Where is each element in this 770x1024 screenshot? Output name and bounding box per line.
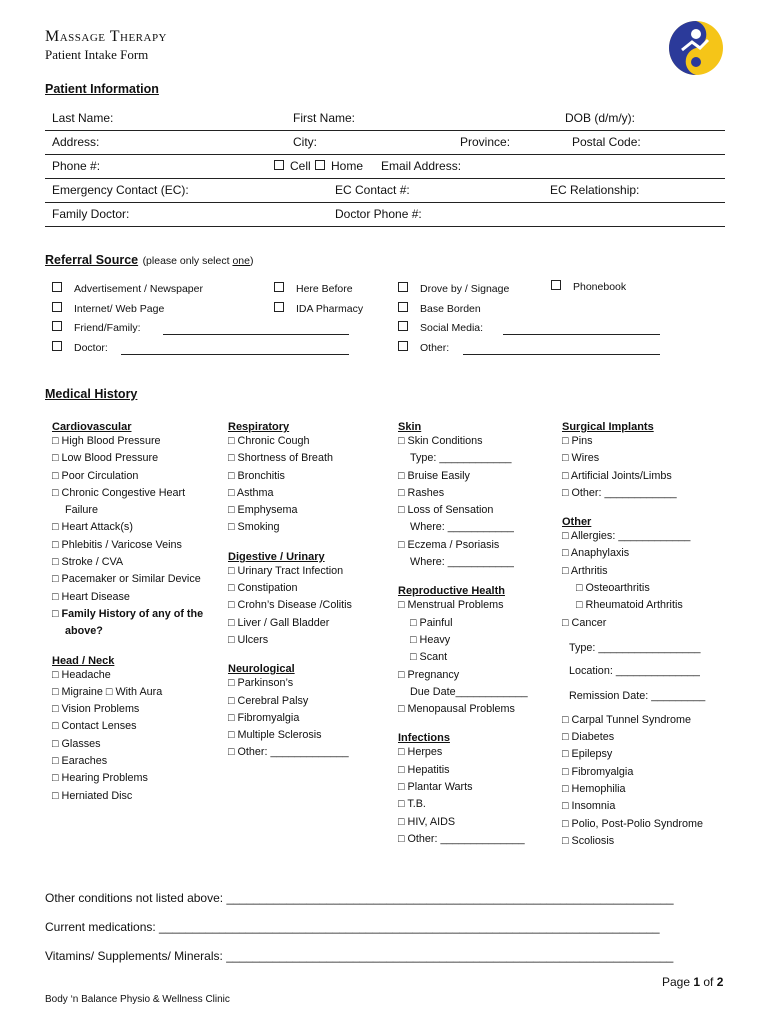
neuro-heading: Neurological — [228, 663, 295, 676]
ref-drove-by[interactable] — [398, 282, 509, 295]
page-current: 1 — [693, 975, 701, 989]
resp-heading: Respiratory — [228, 421, 290, 433]
resp-item[interactable]: □ Shortness of Breath — [228, 452, 333, 465]
referral-heading-line — [45, 251, 253, 269]
vitamins-field[interactable]: Vitamins/ Supplements/ Minerals: ___________________________________________________________________ — [45, 949, 674, 963]
cancer-location-field[interactable]: Location: ______________ — [569, 665, 700, 678]
page-pre: Page — [662, 975, 694, 989]
neuro-item[interactable]: □ Parkinson’s — [228, 677, 294, 690]
row-doctor — [45, 202, 725, 227]
form-subtitle: Patient Intake Form — [45, 47, 149, 62]
infection-item[interactable]: □ Plantar Warts — [398, 781, 473, 794]
cardio-item[interactable]: □ Pacemaker or Similar Device — [52, 573, 201, 586]
family-doctor-label: Family Doctor: — [52, 207, 130, 221]
repro-heading: Reproductive Health — [398, 585, 505, 598]
ref-doctor-label: Doctor: — [74, 342, 108, 354]
other-heading: Other — [562, 516, 592, 529]
ref-social[interactable] — [398, 321, 483, 334]
other-item[interactable]: □ Epilepsy — [562, 748, 613, 761]
skin-item[interactable]: □ Bruise Easily — [398, 469, 470, 482]
email-label: Email Address: — [381, 159, 462, 173]
ref-friend-field[interactable] — [163, 322, 349, 335]
ref-internet-label: Internet/ Web Page — [74, 303, 165, 315]
dob-label: DOB (d/m/y): — [565, 111, 636, 125]
col-cardio — [52, 421, 222, 805]
other-item[interactable]: □ Rheumatoid Arthritis — [576, 599, 683, 612]
cell-checkbox[interactable] — [274, 160, 284, 170]
other-item[interactable]: □ Anaphylaxis — [562, 547, 630, 560]
surgical-item[interactable]: □ Other: ____________ — [562, 486, 677, 499]
infections-heading: Infections — [398, 732, 450, 745]
other-item[interactable]: □ Hemophilia — [562, 783, 626, 796]
cardio-item-cont: Failure — [65, 504, 99, 517]
digestive-item[interactable]: □ Urinary Tract Infection — [228, 564, 344, 577]
infection-item[interactable]: □ Hepatitis — [398, 763, 450, 776]
ref-doctor-field[interactable] — [121, 342, 349, 355]
ec-relationship-label: EC Relationship: — [550, 183, 640, 197]
head-item[interactable]: □ Vision Problems — [52, 703, 140, 716]
repro-item[interactable]: □ Menstrual Problems — [398, 599, 504, 612]
head-item[interactable]: □ Contact Lenses — [52, 720, 137, 733]
doctor-phone-label: Doctor Phone #: — [335, 207, 422, 221]
row-emergency — [45, 178, 725, 203]
form-title: Massage Therapy — [45, 28, 168, 45]
city-label: City: — [293, 135, 317, 149]
repro-item[interactable]: □ Pregnancy — [398, 668, 460, 681]
ref-ida-label: IDA Pharmacy — [296, 303, 364, 315]
cancer-type-field[interactable]: Type: _________________ — [569, 641, 701, 654]
last-name-label: Last Name: — [52, 111, 114, 125]
repro-item[interactable]: □ Heavy — [410, 633, 451, 646]
phone-label: Phone #: — [52, 159, 101, 173]
infection-item[interactable]: □ HIV, AIDS — [398, 815, 456, 828]
checkbox[interactable] — [398, 282, 408, 292]
surgical-item[interactable]: □ Pins — [562, 435, 593, 447]
ref-internet[interactable] — [52, 302, 164, 315]
cardio-item[interactable]: □ Chronic Congestive Heart — [52, 486, 186, 499]
ref-base-borden-label: Base Borden — [420, 303, 481, 315]
other-item[interactable]: □ Cancer — [562, 616, 607, 629]
infection-item[interactable]: □ Herpes — [398, 746, 443, 759]
neuro-item[interactable]: □ Multiple Sclerosis — [228, 729, 322, 742]
row-address — [45, 130, 725, 155]
ref-doctor[interactable] — [52, 341, 108, 354]
row-phone — [45, 154, 725, 179]
checkbox[interactable] — [398, 302, 408, 312]
ec-label: Emergency Contact (EC): — [52, 183, 189, 197]
postal-label: Postal Code: — [572, 135, 641, 149]
digestive-item[interactable]: □ Constipation — [228, 582, 298, 595]
col-resp — [228, 421, 393, 762]
checkbox[interactable] — [52, 302, 62, 312]
resp-item[interactable]: □ Bronchitis — [228, 469, 285, 482]
ref-social-field[interactable] — [503, 322, 660, 335]
resp-item[interactable]: □ Chronic Cough — [228, 435, 310, 447]
checkbox[interactable] — [398, 321, 408, 331]
page-number — [662, 975, 723, 989]
referral-note — [143, 255, 254, 267]
digestive-item[interactable]: □ Ulcers — [228, 633, 269, 646]
ref-ida[interactable] — [274, 302, 363, 315]
cardio-heading: Cardiovascular — [52, 421, 132, 433]
cell-label: Cell — [290, 159, 311, 173]
ec-contact-label: EC Contact #: — [335, 183, 410, 197]
resp-item[interactable]: □ Emphysema — [228, 504, 298, 517]
checkbox[interactable] — [52, 282, 62, 292]
page-mid: of — [700, 975, 717, 989]
other-item[interactable]: □ Allergies: ____________ — [562, 530, 691, 543]
checkbox[interactable] — [398, 341, 408, 351]
other-item[interactable]: □ Fibromyalgia — [562, 765, 634, 778]
ref-base-borden[interactable] — [398, 302, 481, 315]
infection-item[interactable]: □ Other: ______________ — [398, 832, 525, 845]
surgical-item[interactable]: □ Wires — [562, 452, 600, 465]
digestive-item[interactable]: □ Crohn’s Disease /Colitis — [228, 599, 352, 612]
other-conditions-field[interactable]: Other conditions not listed above: ___________________________________________________________________ — [45, 891, 674, 905]
ref-other[interactable] — [398, 341, 449, 354]
cardio-item[interactable]: □ Family History of any of the — [52, 607, 204, 620]
repro-item[interactable]: □ Menopausal Problems — [398, 703, 515, 716]
skin-type-field[interactable]: Type: ____________ — [410, 452, 512, 465]
home-checkbox[interactable] — [315, 160, 325, 170]
checkbox[interactable] — [52, 341, 62, 351]
cardio-item[interactable]: □ Phlebitis / Varicose Veins — [52, 538, 182, 551]
patient-info-heading: Patient Information — [45, 82, 159, 96]
other-item[interactable]: □ Carpal Tunnel Syndrome — [562, 713, 691, 726]
head-item[interactable]: □ Hearing Problems — [52, 772, 148, 785]
repro-item[interactable]: □ Scant — [410, 651, 448, 664]
province-label: Province: — [460, 135, 511, 149]
medical-history-heading: Medical History — [45, 387, 138, 401]
ref-advertisement[interactable] — [52, 282, 203, 295]
digestive-heading: Digestive / Urinary — [228, 550, 325, 563]
clinic-logo — [668, 20, 724, 76]
skin-heading: Skin — [398, 421, 422, 433]
ref-here-before[interactable] — [274, 282, 353, 295]
current-medications-field[interactable]: Current medications: ___________________________________________________________________________ — [45, 920, 660, 934]
referral-note-one: one — [232, 255, 250, 267]
other-item[interactable]: □ Arthritis — [562, 564, 608, 577]
ref-phonebook[interactable] — [551, 280, 626, 293]
other-item[interactable]: □ Osteoarthritis — [576, 582, 650, 595]
cardio-item[interactable]: □ Stroke / CVA — [52, 556, 124, 569]
other-item[interactable]: □ Polio, Post-Polio Syndrome — [562, 817, 703, 830]
col-surgical — [562, 421, 752, 850]
skin-item[interactable]: □ Skin Conditions — [398, 435, 483, 447]
cardio-item[interactable]: □ Heart Disease — [52, 590, 130, 603]
ref-friend[interactable] — [52, 321, 141, 334]
referral-heading: Referral Source — [45, 253, 139, 267]
checkbox[interactable] — [551, 280, 561, 290]
other-item[interactable]: □ Scoliosis — [562, 834, 615, 847]
checkbox[interactable] — [52, 321, 62, 331]
other-item[interactable]: □ Insomnia — [562, 800, 616, 813]
head-item[interactable]: □ Herniated Disc — [52, 789, 133, 802]
referral-note-pre: (please only select — [142, 255, 233, 267]
cardio-item-cont: above? — [65, 625, 103, 638]
checkbox[interactable] — [274, 302, 284, 312]
cardio-item[interactable]: □ Heart Attack(s) — [52, 521, 133, 534]
neuro-item[interactable]: □ Fibromyalgia — [228, 711, 300, 724]
resp-item[interactable]: □ Asthma — [228, 486, 274, 499]
head-item[interactable]: □ Earaches — [52, 755, 108, 768]
due-date-field[interactable]: Due Date____________ — [410, 685, 528, 698]
ref-advertisement-label: Advertisement / Newspaper — [74, 283, 203, 295]
skin-where-field[interactable]: Where: ___________ — [410, 556, 514, 569]
surgical-heading: Surgical Implants — [562, 421, 654, 433]
other-item[interactable]: □ Diabetes — [562, 731, 615, 744]
home-option[interactable] — [315, 159, 363, 173]
referral-note-post: ) — [249, 255, 254, 267]
skin-where-field[interactable]: Where: ___________ — [410, 521, 514, 534]
skin-item[interactable]: □ Eczema / Psoriasis — [398, 538, 500, 551]
head-item[interactable]: □ Headache — [52, 668, 111, 681]
checkbox[interactable] — [274, 282, 284, 292]
ref-friend-label: Friend/Family: — [74, 322, 141, 334]
ref-here-before-label: Here Before — [296, 283, 353, 295]
digestive-item[interactable]: □ Liver / Gall Bladder — [228, 616, 330, 629]
home-label: Home — [331, 159, 364, 173]
col-skin — [398, 421, 558, 848]
cardio-item[interactable]: □ Low Blood Pressure — [52, 452, 159, 465]
first-name-label: First Name: — [293, 111, 356, 125]
ref-social-label: Social Media: — [420, 322, 484, 334]
head-heading: Head / Neck — [52, 654, 115, 667]
cell-option[interactable] — [274, 159, 311, 173]
neuro-item[interactable]: □ Cerebral Palsy — [228, 694, 309, 707]
resp-item[interactable]: □ Smoking — [228, 521, 280, 534]
ref-other-field[interactable] — [463, 342, 660, 355]
skin-item[interactable]: □ Rashes — [398, 486, 445, 499]
page-total: 2 — [716, 975, 724, 989]
ref-phonebook-label: Phonebook — [573, 281, 627, 293]
cardio-item[interactable]: □ High Blood Pressure — [52, 435, 161, 447]
ref-drove-by-label: Drove by / Signage — [420, 283, 510, 295]
surgical-item[interactable]: □ Artificial Joints/Limbs — [562, 469, 672, 482]
head-item[interactable]: □ Glasses — [52, 737, 101, 750]
remission-date-field[interactable]: Remission Date: _________ — [569, 689, 706, 702]
repro-item[interactable]: □ Painful — [410, 616, 453, 629]
cardio-item[interactable]: □ Poor Circulation — [52, 469, 139, 482]
infection-item[interactable]: □ T.B. — [398, 798, 426, 811]
neuro-item[interactable]: □ Other: _____________ — [228, 746, 349, 759]
clinic-footer: Body ‘n Balance Physio & Wellness Clinic — [45, 994, 230, 1005]
row-name — [45, 106, 725, 131]
ref-other-label: Other: — [420, 342, 450, 354]
head-item[interactable]: □ Migraine □ With Aura — [52, 685, 163, 698]
skin-item[interactable]: □ Loss of Sensation — [398, 504, 494, 517]
address-label: Address: — [52, 135, 100, 149]
